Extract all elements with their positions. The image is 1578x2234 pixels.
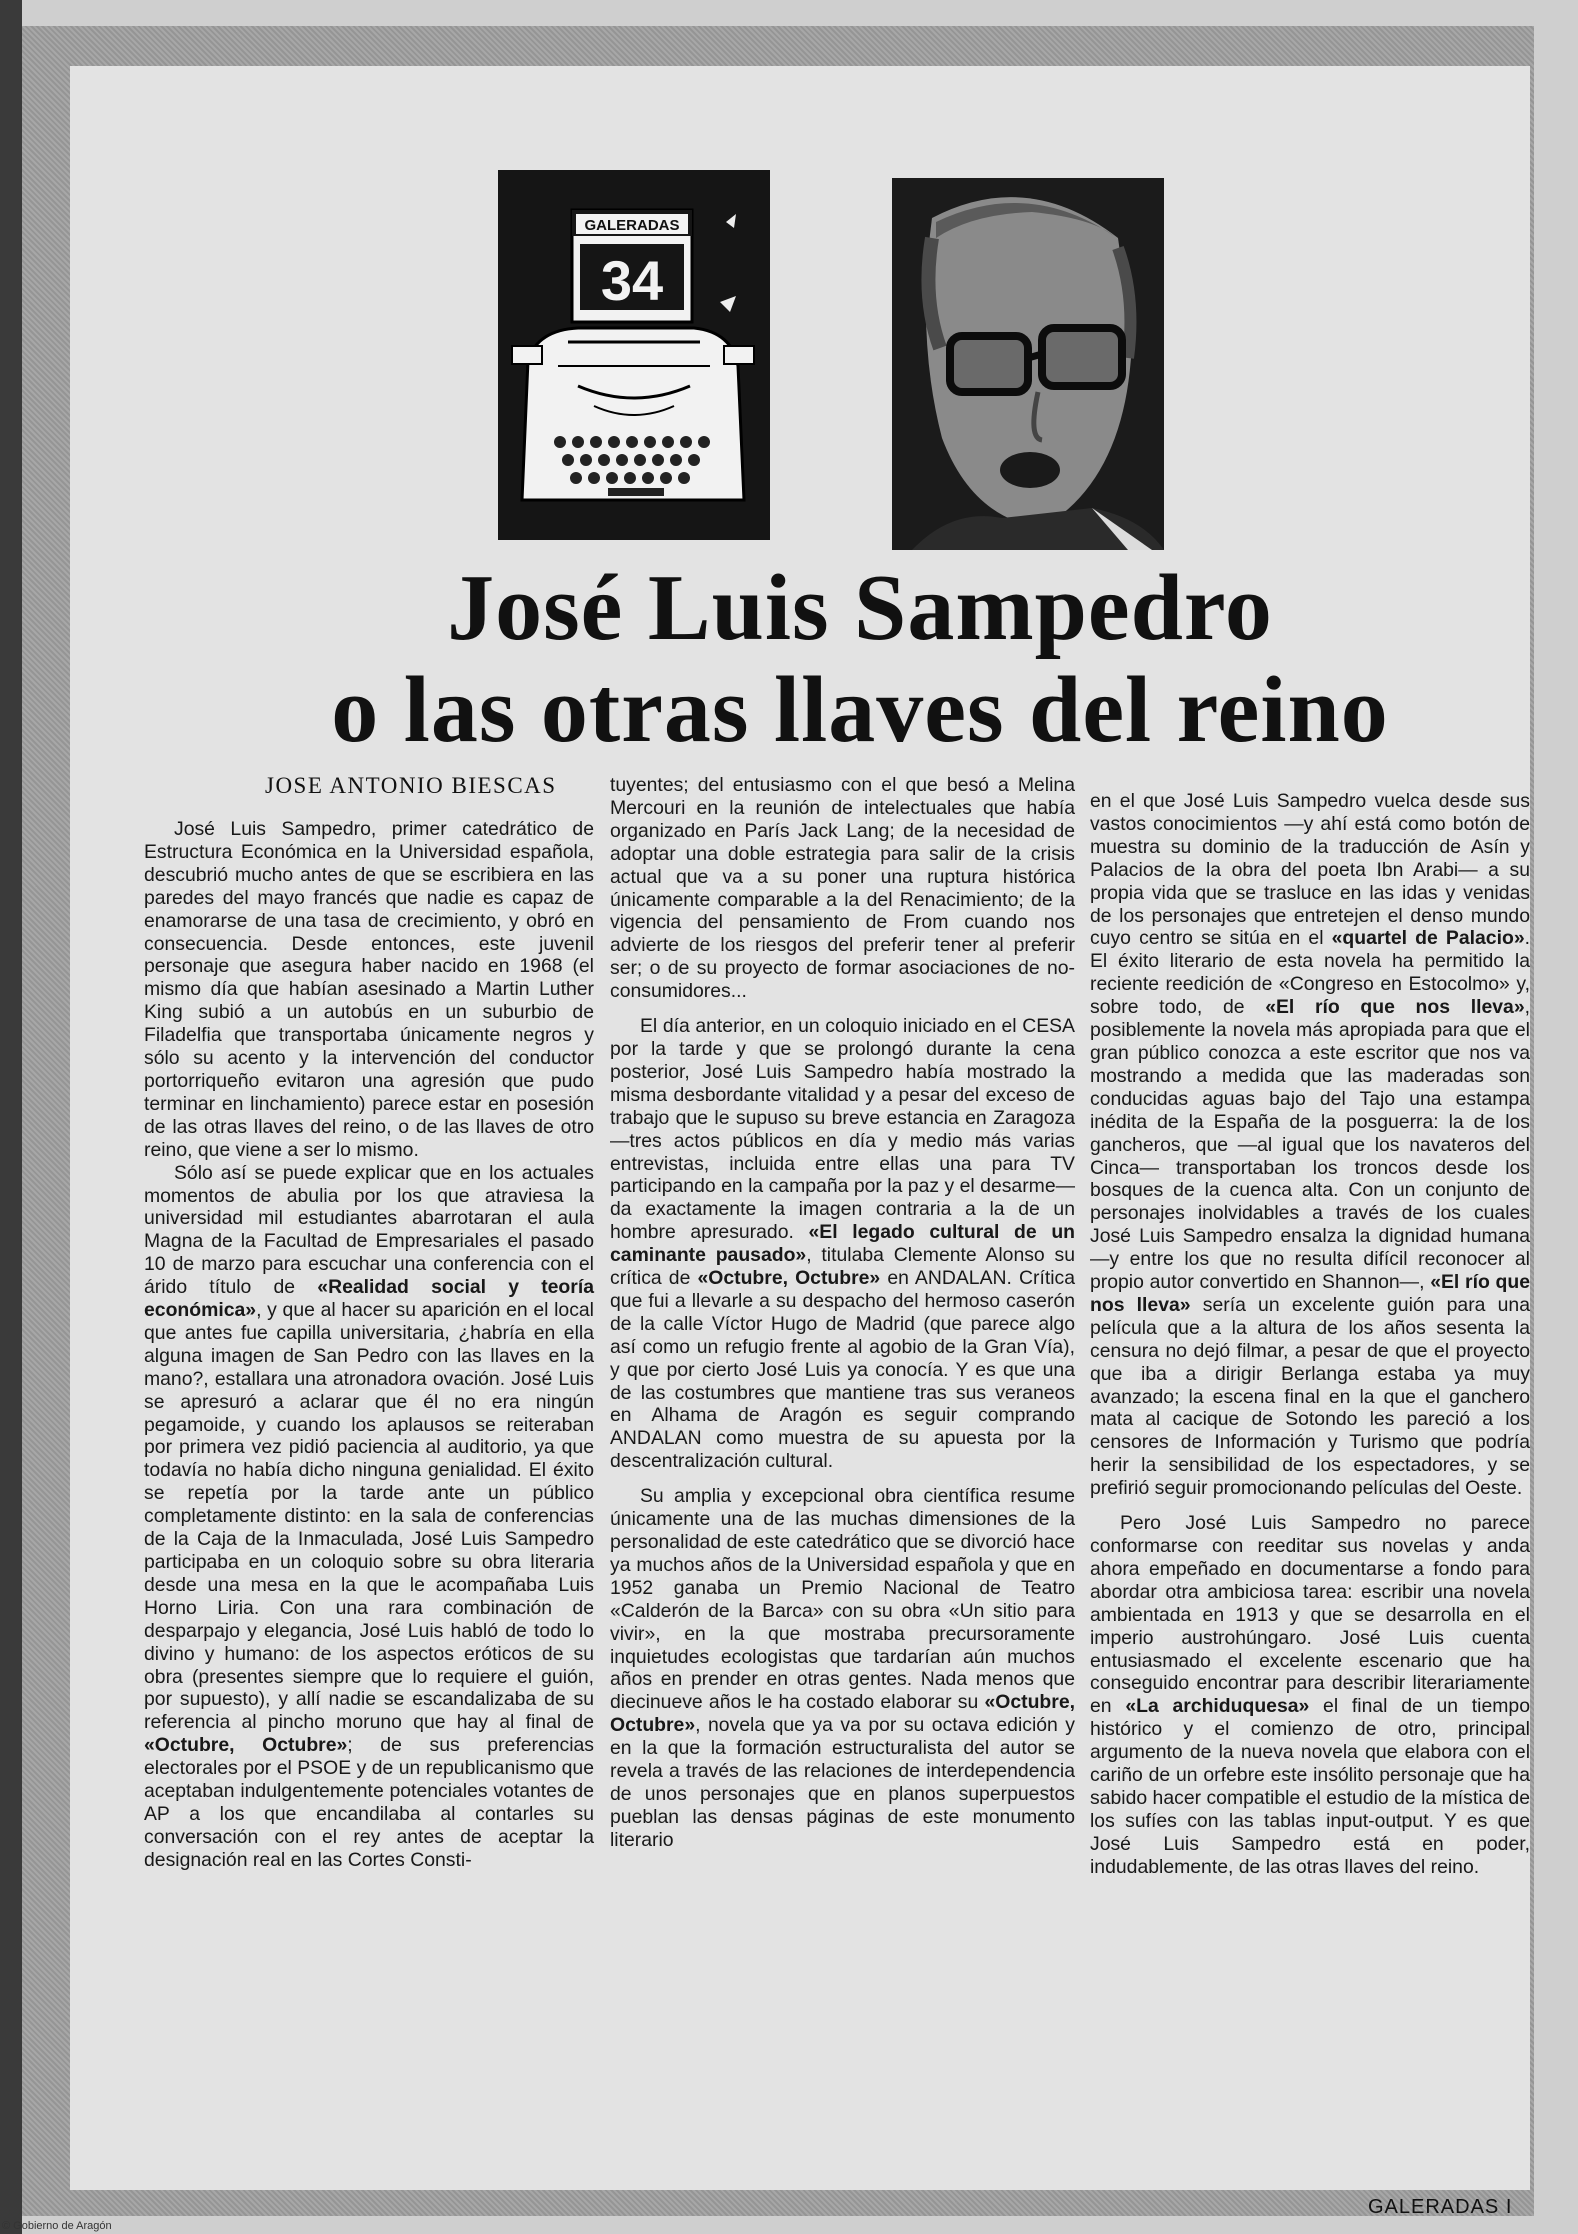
bold-title-reference: «El río que nos lleva» [1090, 1271, 1530, 1316]
author-byline: JOSE ANTONIO BIESCAS [265, 773, 557, 798]
text-run: , y que al hacer su aparición en el local que antes fue capilla universitaria, ¿habría en ella alguna imagen de San Pedro con las llaves en la mano?, estallara una atronadora ovación. José Luis se apresuró a aclarar que él no era ningún pegamoide, y cuando los aplausos se reiteraban por primera vez pidió paciencia al auditorio, ya que todavía no había dicho ninguna genialidad. El éxito se repetía por la tarde ante un público completamente distinto: en la sala de conferencias de la Caja de la Inmaculada, José Luis Sampedro participaba en un coloquio sobre su obra literaria desde una mesa en la que le acompañaba Luis Horno Liria. Con una rara combinación de desparpajo y elegancia, José Luis habló de todo lo divino y humano: de los aspectos eróticos de su obra (presentes siempre que lo requiere el guión, por supuesto), y allí nadie se escandalizaba de su referencia al pincho moruno que hay al final de [144, 1299, 594, 1734]
author-portrait-photo [892, 178, 1164, 550]
text-run: , posiblemente la novela más apropiada para que el gran público conozca a este escritor que nos va mostrando a medida que las maderadas son conducidas aguas bajo del Tajo una estampa inédita de la España de la posguerra: la de los gancheros, que —al igual que los navateros del Cinca— transportaban los troncos desde los bosques de la cuenca alta. Con un conjunto de personajes inolvidables a través de los cuales José Luis Sampedro ensalza la dignidad humana —y entre los que no resulta difícil reconocer al propio autor convertido en Shannon—, [1090, 996, 1530, 1294]
headline-line-2: o las otras llaves del reino [331, 658, 1389, 762]
article-paragraph [1090, 1512, 1530, 1879]
text-column-2 [610, 774, 1075, 1852]
bold-title-reference: «quartel de Palacio» [1331, 927, 1525, 950]
article-paragraph [144, 1162, 594, 1872]
galeradas-logo [498, 170, 770, 540]
left-binding-edge [0, 0, 22, 2234]
typewriter-illustration [498, 170, 770, 540]
logo-brand-text: GALERADAS [584, 217, 680, 234]
text-column-1 [144, 818, 594, 1872]
magazine-page [70, 66, 1530, 2218]
text-run: Sólo así se puede explicar que en los actuales momentos de abulia por los que atraviesa la universidad mil estudiantes abarrotaran el aula Magna de la Facultad de Empresariales el pasado 10 de marzo para escuchar una conferencia con el árido título de [144, 1161, 594, 1299]
article-paragraph [610, 1015, 1075, 1473]
bold-title-reference: «El legado cultural de un caminante pausado» [610, 1221, 1076, 1267]
text-column-3 [1090, 790, 1530, 1879]
article-paragraph [1090, 790, 1530, 1500]
article-paragraph [144, 818, 594, 1162]
headline-line-1: José Luis Sampedro [447, 556, 1273, 660]
text-run: Su amplia y excepcional obra científica resume únicamente una de las muchas dimensiones de la personalidad de este catedrático que se divorció hace ya muchos años de la Universidad española y que en 1952 ganaba un Premio Nacional de Teatro «Calderón de la Barca» con su obra «Un sitio para vivir», en la que mostraba precursoramente inquietudes ecologistas que tardarían aún muchos años en prender en otras gentes. Nada menos que diecinueve años le ha costado elaborar su [610, 1485, 1075, 1714]
archive-credit: © Gobierno de Aragón [2, 2220, 112, 2232]
bold-title-reference: «Realidad social y teoría económica» [144, 1276, 594, 1322]
article-headline [220, 558, 1500, 762]
text-run: . El éxito literario de esta novela ha permitido la reciente reedición de «Congreso en Estocolmo» y, sobre todo, de [1090, 927, 1530, 1019]
bold-title-reference: «Octubre, Octubre» [144, 1734, 348, 1757]
bold-title-reference: «Octubre, Octubre» [610, 1691, 1075, 1737]
text-run: el final de un tiempo histórico y el comienzo de otro, principal argumento de la nueva novela que elabora con el cariño de un orfebre este insólito personaje que ha sabido hacer compatible el estudio de la mística de los sufíes con las tablas input-output. Y es que José Luis Sampedro está en poder, indudablemente, de las otras llaves del reino. [1090, 1695, 1530, 1878]
portrait-image [892, 178, 1164, 550]
text-run: , novela que ya va por su octava edición y en la que la formación estructuralista del autor se revela a través de las relaciones de interdependencia de unos personajes que en planos superpuestos pueblan las densas páginas de este monumento literario [610, 1714, 1075, 1851]
text-run: en el que José Luis Sampedro vuelca desde sus vastos conocimientos —y ahí está como botón de muestra su dominio de la traducción de Asín y Palacios de la obra del poeta Ibn Arabi— a su propia vida que se trasluce en las idas y venidas de los personajes que entretejen el denso mundo cuyo centro se sitúa en el [1090, 790, 1530, 950]
page-folio: GALERADAS I [1368, 2196, 1513, 2218]
issue-number: 34 [600, 249, 664, 312]
text-run: ; de sus preferencias electorales por el PSOE y de un republicanismo que aceptaban indulgentemente potenciales votantes de AP a los que encandilaba al contarles su conversación con el rey antes de aceptar la designación real en las Cortes Consti- [144, 1734, 595, 1871]
bold-title-reference: «El río que nos lleva» [1265, 996, 1525, 1019]
text-run: El día anterior, en un coloquio iniciado en el CESA por la tarde y que se prolongó durante la cena posterior, José Luis Sampedro había mostrado la misma desbordante vitalidad y a pesar del exceso de trabajo que le supuso su breve estancia en Zaragoza —tres actos públicos en día y medio más varias entrevistas, incluida entre ellas una para TV participando en la campaña por la paz y el desarme— da exactamente la imagen contraria a la de un hombre apresurado. [610, 1015, 1075, 1244]
text-run: Pero José Luis Sampedro no parece conformarse con reeditar sus novelas y anda ahora empeñado en documentarse a fondo para abordar otra ambiciosa tarea: escribir una novela ambientada en 1913 y que se desarrolla en el imperio austrohúngaro. José Luis cuenta entusiasmado el excelente escenario que ha conseguido encontrar para describir literariamente en [1090, 1512, 1530, 1718]
bold-title-reference: «La archiduquesa» [1125, 1695, 1310, 1718]
text-run: sería un excelente guión para una película que a la altura de los años sesenta la censura no dejó filmar, a pesar de que el proyecto que iba a dirigir Berlanga estaba ya muy avanzado; la escena final en la que el ganchero mata al cacique de Sotondo les pareció a los censores de Información y Turismo que podría herir la sensibilidad de los espectadores, y se prefirió seguir promocionando películas del Oeste. [1090, 1293, 1530, 1500]
article-paragraph [610, 774, 1075, 1003]
text-run: José Luis Sampedro, primer catedrático de Estructura Económica en la Universidad española, descubrió mucho antes de que se escribiera en las paredes del mayo francés que nadie es capaz de enamorarse de una tasa de crecimiento, y obró en consecuencia. Desde entonces, este juvenil personaje que asegura haber nacido en 1968 (el mismo día que habían asesinado a Martin Luther King subió a un autobús en un suburbio de Filadelfia que transportaba únicamente negros y sólo su acento y la intervención del conductor portorriqueño evitaron una agresión que pudo terminar en linchamiento) parece estar en posesión de las otras llaves del reino, o de las llaves de otro reino, que viene a ser lo mismo. [144, 818, 594, 1161]
article-paragraph [610, 1485, 1075, 1852]
bold-title-reference: «Octubre, Octubre» [697, 1267, 881, 1290]
text-run: en ANDALAN. Crítica que fui a llevarle a su despacho del hermoso caserón de la calle Víctor Hugo de Madrid (que parece algo así como un refugio frente al agobio de la Gran Vía), y que por cierto José Luis ya conocía. Y es que una de las costumbres que mantiene tras sus veraneos en Alhama de Aragón es seguir comprando ANDALAN como muestra de su apuesta por la descentralización cultural. [610, 1267, 1076, 1473]
text-run: , titulaba Clemente Alonso su crítica de [610, 1244, 1075, 1290]
text-run: tuyentes; del entusiasmo con el que besó a Melina Mercouri en la reunión de intelectuales que había organizado en París Jack Lang; de la necesidad de adoptar una doble estrategia para salir de la crisis actual que va a su poner una ruptura histórica únicamente comparable a la del Renacimiento; de la vigencia del pensamiento de From cuando nos advierte de los riesgos del preferir tener al preferir ser; o de su proyecto de formar asociaciones de no-consumidores... [610, 774, 1075, 1003]
